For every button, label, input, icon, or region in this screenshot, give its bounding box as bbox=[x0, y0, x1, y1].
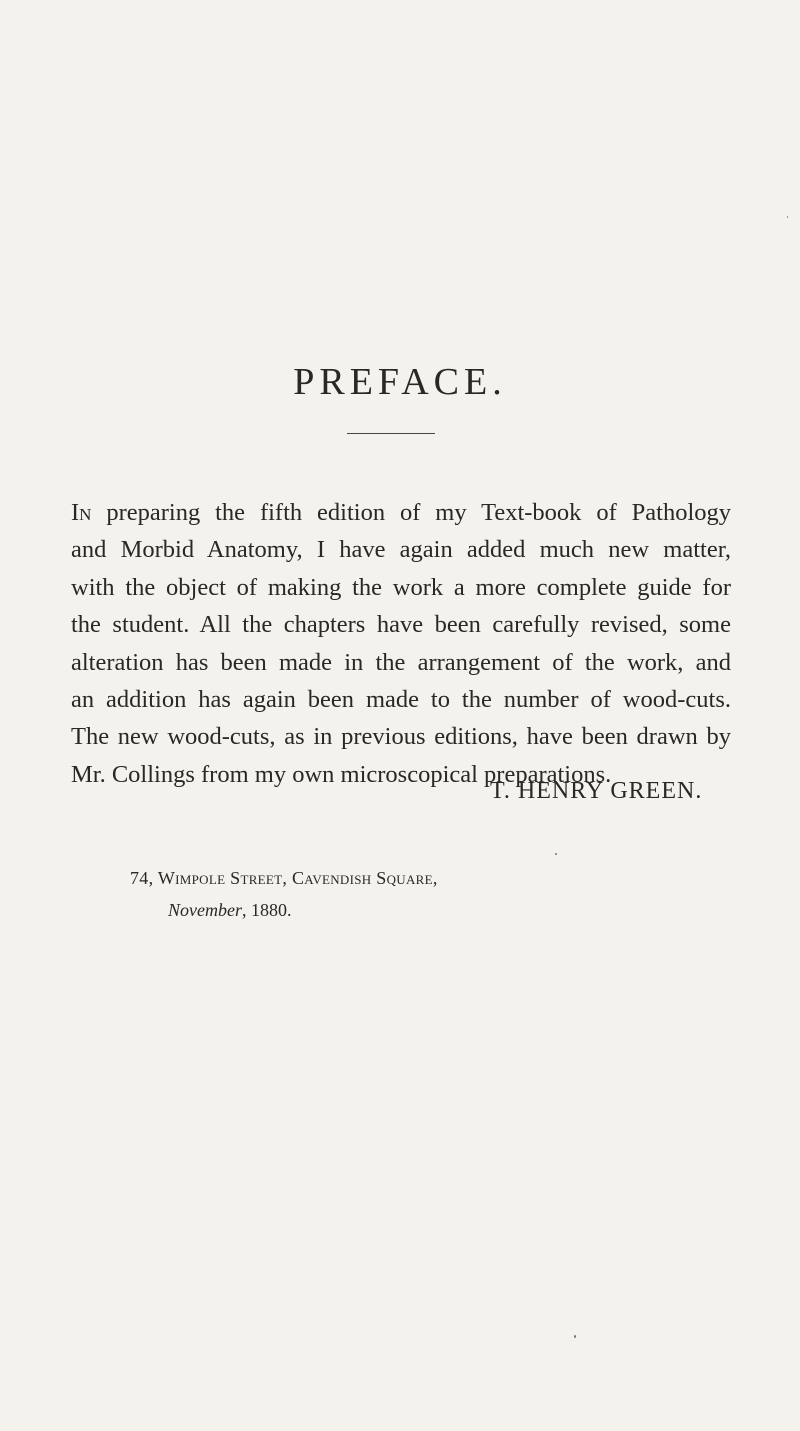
body-line-6: an addition has again been made to the number of wood-cuts. bbox=[71, 686, 731, 714]
date-month: November bbox=[168, 900, 242, 920]
address-text: 74, Wimpole Street, Cavendish Square, bbox=[130, 868, 438, 888]
author-address bbox=[130, 868, 438, 889]
title-divider bbox=[347, 433, 435, 434]
page-title: PREFACE. bbox=[293, 361, 507, 404]
body-line-2: and Morbid Anatomy, I have again added much new matter, bbox=[71, 536, 731, 564]
paper-speck bbox=[574, 1335, 576, 1338]
paper-speck bbox=[555, 853, 557, 855]
body-line-8: Mr. Collings from my own microscopical preparations. bbox=[71, 760, 612, 788]
author-signature: T. HENRY GREEN. bbox=[490, 778, 703, 804]
body-line-1-text: preparing the fifth edition of my Text-book of Pathology bbox=[106, 499, 731, 526]
body-line-3: with the object of making the work a more complete guide for bbox=[71, 573, 731, 601]
body-line-4: the student. All the chapters have been carefully revised, some bbox=[71, 611, 731, 639]
body-line-5: alteration has been made in the arrangement of the work, and bbox=[71, 648, 731, 676]
body-line-1 bbox=[71, 494, 731, 531]
body-line-7: The new wood-cuts, as in previous editions, have been drawn by bbox=[71, 723, 731, 751]
preface-date bbox=[168, 900, 291, 921]
paper-speck bbox=[787, 216, 788, 218]
preface-body bbox=[71, 494, 731, 793]
lead-word: In bbox=[71, 499, 92, 526]
date-year: , 1880. bbox=[241, 900, 292, 920]
